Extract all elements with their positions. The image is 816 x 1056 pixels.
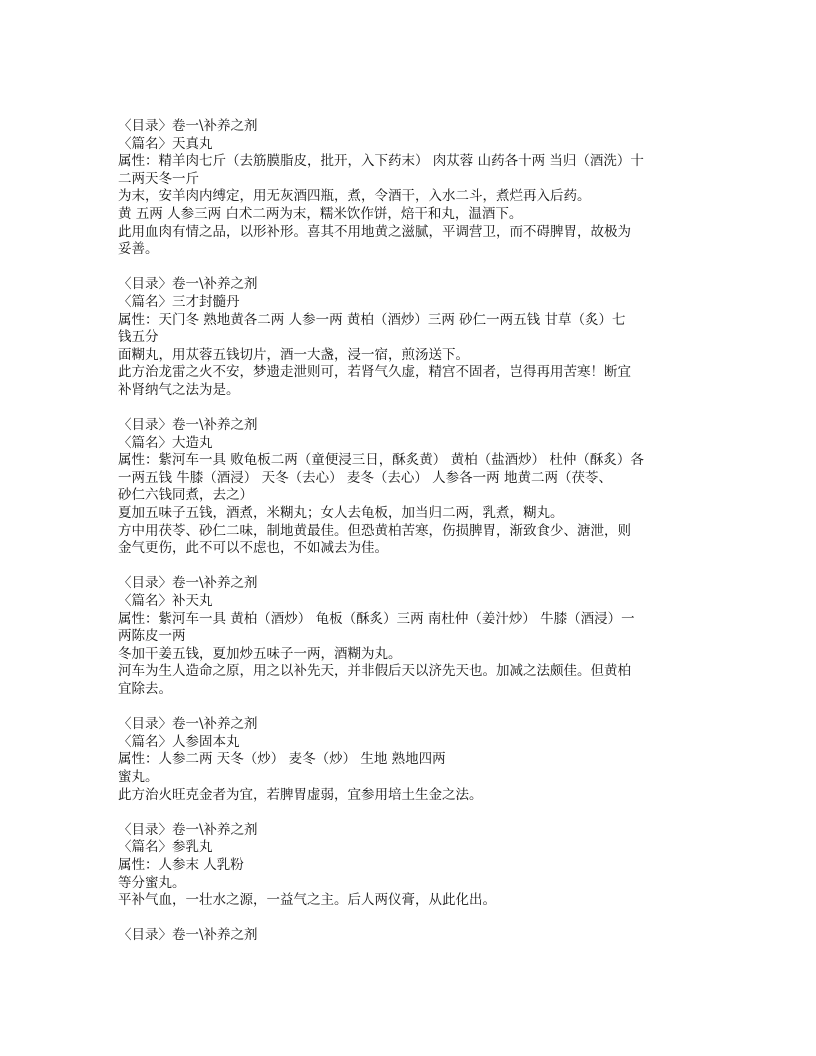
formula-entry [118, 822, 698, 910]
formula-entry [118, 716, 698, 804]
catalog-line: 〈目录〉卷一\补养之剂 [118, 417, 258, 434]
commentary-line: 补肾纳气之法为是。 [118, 381, 240, 398]
catalog-line: 〈目录〉卷一\补养之剂 [118, 821, 258, 838]
title-line: 〈篇名〉大造丸 [118, 434, 213, 451]
title-line: 〈篇名〉天真丸 [118, 135, 213, 152]
attributes-line: 属性：紫河车一具 黄柏（酒炒） 龟板（酥炙）三两 南杜仲（姜汁炒） 牛膝（酒浸）一 [118, 610, 635, 627]
title-line: 〈篇名〉三才封髓丹 [118, 293, 240, 310]
method-line: 为末，安羊肉内缚定，用无灰酒四瓶，煮，令酒干，入水二斗，煮烂再入后药。 [118, 188, 591, 205]
attributes-line: 属性：天门冬 熟地黄各二两 人参一两 黄柏（酒炒）三两 砂仁一两五钱 甘草（炙）七 [118, 311, 626, 328]
attributes-line: 属性：紫河车一具 败龟板二两（童便浸三日，酥炙黄） 黄柏（盐酒炒） 杜仲（酥炙）各 [118, 452, 644, 469]
commentary-line: 妥善。 [118, 241, 159, 258]
attributes-line: 钱五分 [118, 329, 159, 346]
document-body [118, 118, 698, 963]
catalog-line: 〈目录〉卷一\补养之剂 [118, 716, 258, 733]
attributes-line: 属性：人参末 人乳粉 [118, 856, 244, 873]
attributes-line: 一两五钱 牛膝（酒浸） 天冬（去心） 麦冬（去心） 人参各一两 地黄二两（茯苓、 [118, 469, 612, 486]
method-line: 蜜丸。 [118, 768, 159, 785]
commentary-line: 此用血肉有情之品，以形补形。喜其不用地黄之滋腻，平调营卫，而不碍脾胃，故极为 [118, 223, 631, 240]
commentary-line: 宜除去。 [118, 681, 172, 697]
formula-entry [118, 118, 698, 259]
attributes-line: 两陈皮一两 [118, 628, 186, 645]
catalog-line: 〈目录〉卷一\补养之剂 [118, 118, 258, 134]
method-line: 冬加干姜五钱，夏加炒五味子一两，酒糊为丸。 [118, 645, 402, 662]
commentary-line: 金气更伤，此不可以不虑也，不如减去为佳。 [118, 540, 388, 557]
commentary-line: 方中用茯苓、砂仁二味，制地黄最佳。但恐黄柏苦寒，伤损脾胃，渐致食少、溏泄，则 [118, 522, 631, 539]
attributes-line: 属性：精羊肉七斤（去筋膜脂皮，批开，入下药末） 肉苁蓉 山药各十两 当归（酒洗）十 [118, 153, 644, 170]
commentary-line: 平补气血，一壮水之源，一益气之主。后人两仪膏，从此化出。 [118, 892, 496, 909]
method-line: 面糊丸，用苁蓉五钱切片，酒一大盏，浸一宿，煎汤送下。 [118, 346, 469, 363]
catalog-line: 〈目录〉卷一\补养之剂 [118, 276, 258, 293]
commentary-line: 此方治火旺克金者为宜，若脾胃虚弱，宜参用培土生金之法。 [118, 786, 483, 803]
method-line: 等分蜜丸。 [118, 874, 186, 891]
attributes-line: 二两天冬一斤 [118, 170, 199, 187]
method-line: 黄 五两 人参三两 白术二两为末，糯米饮作饼，焙干和丸，温酒下。 [118, 205, 523, 222]
formula-entry [118, 575, 698, 698]
formula-entry [118, 276, 698, 399]
commentary-line: 河车为生人造命之原，用之以补先天，并非假后天以济先天也。加减之法颇佳。但黄柏 [118, 663, 631, 680]
formula-entry [118, 417, 698, 558]
title-line: 〈篇名〉补天丸 [118, 593, 213, 610]
method-line: 夏加五味子五钱，酒煮，米糊丸；女人去龟板，加当归二两，乳煮，糊丸。 [118, 505, 564, 522]
title-line: 〈篇名〉人参固本丸 [118, 733, 240, 750]
attributes-line: 砂仁六钱同煮，去之） [118, 487, 253, 504]
catalog-line: 〈目录〉卷一\补养之剂 [118, 575, 258, 592]
attributes-line: 属性：人参二两 天冬（炒） 麦冬（炒） 生地 熟地四两 [118, 751, 446, 768]
formula-entry [118, 927, 698, 945]
title-line: 〈篇名〉参乳丸 [118, 839, 213, 856]
commentary-line: 此方治龙雷之火不安，梦遗走泄则可，若肾气久虚，精宫不固者，岂得再用苦寒！断宜 [118, 364, 631, 381]
catalog-line: 〈目录〉卷一\补养之剂 [118, 927, 258, 944]
